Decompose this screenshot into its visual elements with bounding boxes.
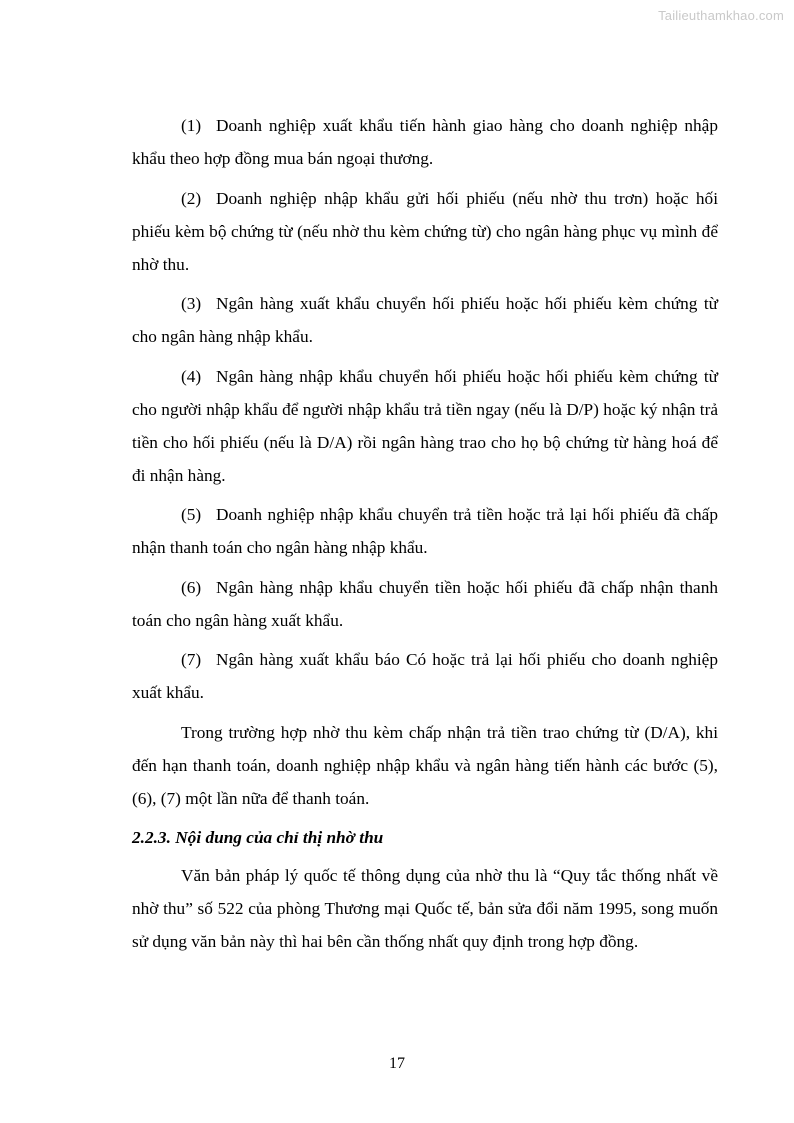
step-paragraph-5 [132,498,718,564]
step-text: Doanh nghiệp nhập khẩu chuyển trả tiền hoặc trả lại hối phiếu đã chấp nhận thanh toán cho ngân hàng nhập khẩu. [132,505,718,557]
page-number: 17 [389,1055,405,1072]
step-text: Ngân hàng nhập khẩu chuyển tiền hoặc hối phiếu đã chấp nhận thanh toán cho ngân hàng xuất khẩu. [132,577,718,630]
summary-paragraph: Trong trường hợp nhờ thu kèm chấp nhận trả tiền trao chứng từ (D/A), khi đến hạn thanh toán, doanh nghiệp nhập khẩu và ngân hàng tiến hành các bước (5), (6), (7) một lần nữa để thanh toán. [132,722,718,808]
step-number: (2) [181,188,202,208]
step-number: (7) [181,650,202,669]
step-paragraph-7 [132,643,718,709]
step-text: Ngân hàng xuất khẩu chuyển hối phiếu hoặc hối phiếu kèm chứng từ cho ngân hàng nhập khẩu. [132,294,718,346]
section-body: Văn bản pháp lý quốc tế thông dụng của nhờ thu là “Quy tắc thống nhất về nhờ thu” số 522 của phòng Thương mại Quốc tế, bản sửa đổi năm 1995, song muốn sử dụng văn bản này thì hai bên cần thống nhất quy định trong hợp đồng. [132,866,718,951]
step-paragraph-2 [132,182,718,281]
step-paragraph-6 [132,571,718,637]
step-text: Ngân hàng nhập khẩu chuyển hối phiếu hoặc hối phiếu kèm chứng từ cho người nhập khẩu để người nhập khẩu trả tiền ngay (nếu là D/P) hoặc ký nhận trả tiền cho hối phiếu (nếu là D/A) rồi ngân hàng trao cho họ bộ chứng từ hàng hoá để đi nhận hàng. [132,366,718,485]
step-text: Doanh nghiệp xuất khẩu tiến hành giao hàng cho doanh nghiệp nhập khẩu theo hợp đồng mua bán ngoại thương. [132,116,718,168]
step-text: Ngân hàng xuất khẩu báo Có hoặc trả lại hối phiếu cho doanh nghiệp xuất khẩu. [132,650,718,702]
step-paragraph-1 [132,109,718,175]
step-number: (4) [181,366,202,386]
step-text: Doanh nghiệp nhập khẩu gửi hối phiếu (nếu nhờ thu trơn) hoặc hối phiếu kèm bộ chứng từ (nếu nhờ thu kèm chứng từ) cho ngân hàng phục vụ mình để nhờ thu. [132,188,718,274]
step-number: (3) [181,294,202,313]
page-content [132,109,718,965]
step-number: (6) [181,577,202,597]
step-paragraph-3 [132,287,718,353]
section-heading: 2.2.3. Nội dung của chỉ thị nhờ thu [132,828,384,847]
step-number: (5) [181,505,202,524]
watermark: Tailieuthamkhao.com [658,8,784,23]
step-number: (1) [181,116,202,135]
step-paragraph-4 [132,360,718,492]
